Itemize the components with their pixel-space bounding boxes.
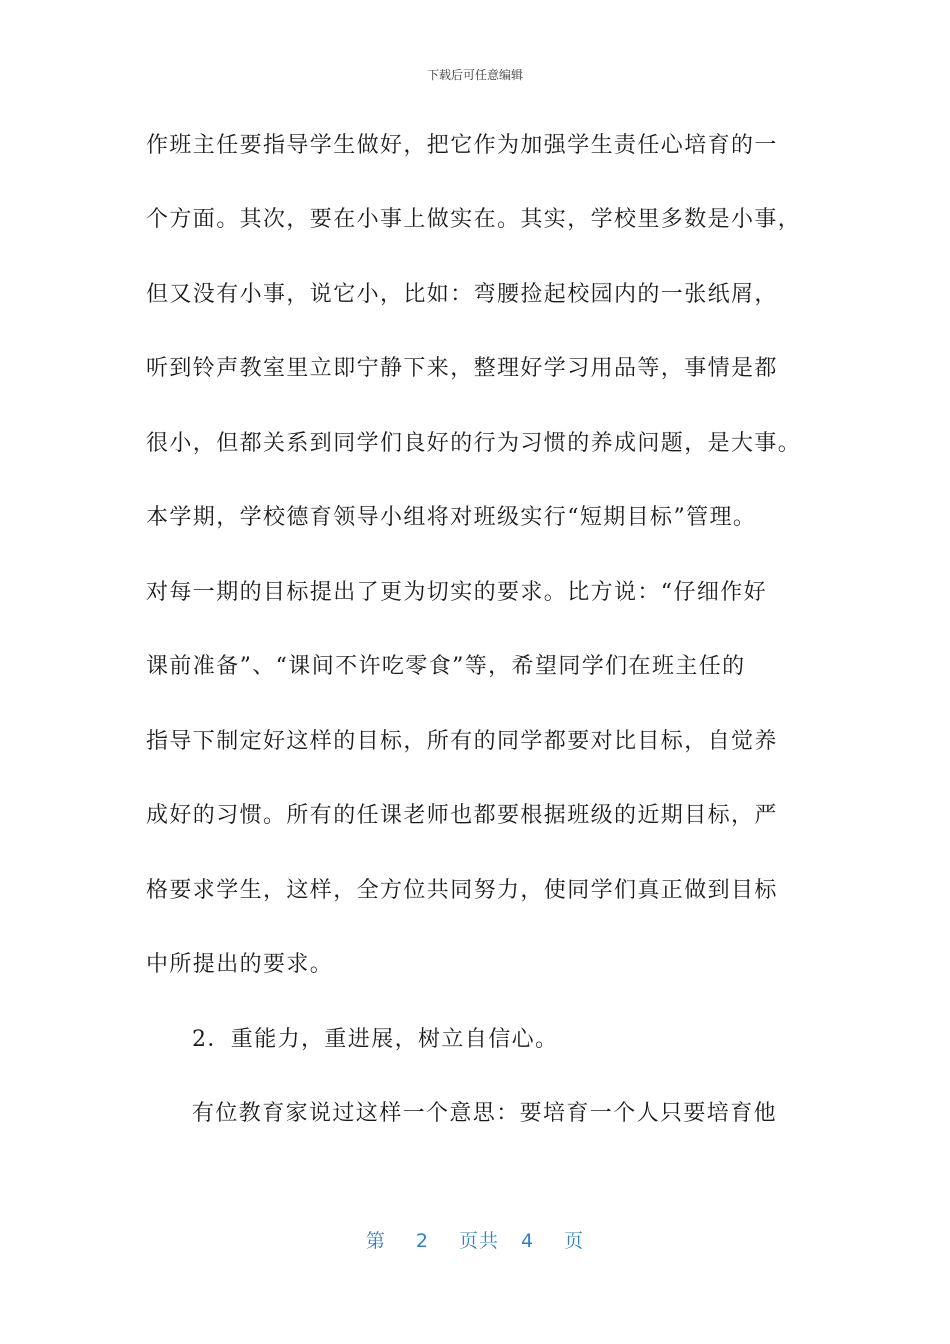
- text-line: 作班主任要指导学生做好，把它作为加强学生责任心培育的一: [146, 133, 778, 158]
- text-line: 本学期，学校德育领导小组将对班级实行“短期目标”管理。: [146, 505, 757, 530]
- footer-middle: 页共: [458, 1230, 499, 1252]
- text-line: 个方面。其次，要在小事上做实在。其实，学校里多数是小事，: [146, 207, 802, 232]
- text-line: 对每一期的目标提出了更为切实的要求。比方说：“仔细作好: [146, 580, 768, 605]
- page-total: 4: [521, 1230, 535, 1252]
- text-line: 指导下制定好这样的目标，所有的同学都要对比目标，自觉养: [146, 729, 778, 754]
- text-line: 课前准备”、“课间不许吃零食”等，希望同学们在班主任的: [146, 654, 746, 679]
- text-line: 中所提出的要求。: [146, 952, 334, 977]
- text-line: 很小，但都关系到同学们良好的行为习惯的养成问题，是大事。: [146, 431, 802, 456]
- section-heading: 2．重能力，重进展，树立自信心。: [192, 1027, 559, 1052]
- text-line: 有位教育家说过这样一个意思：要培育一个人只要培育他: [192, 1101, 778, 1126]
- text-line: 但又没有小事，说它小，比如：弯腰捡起校园内的一张纸屑，: [146, 282, 778, 307]
- page-footer: [0, 1226, 950, 1253]
- text-line: 听到铃声教室里立即宁静下来，整理好学习用品等，事情是都: [146, 356, 778, 381]
- footer-suffix: 页: [564, 1230, 585, 1252]
- text-line: 格要求学生，这样，全方位共同努力，使同学们真正做到目标: [146, 878, 778, 903]
- page-header: 下载后可任意编辑: [426, 68, 523, 82]
- page-number: 2: [415, 1230, 429, 1252]
- footer-prefix: 第: [365, 1230, 386, 1252]
- text-line: 成好的习惯。所有的任课老师也都要根据班级的近期目标，严: [146, 803, 778, 828]
